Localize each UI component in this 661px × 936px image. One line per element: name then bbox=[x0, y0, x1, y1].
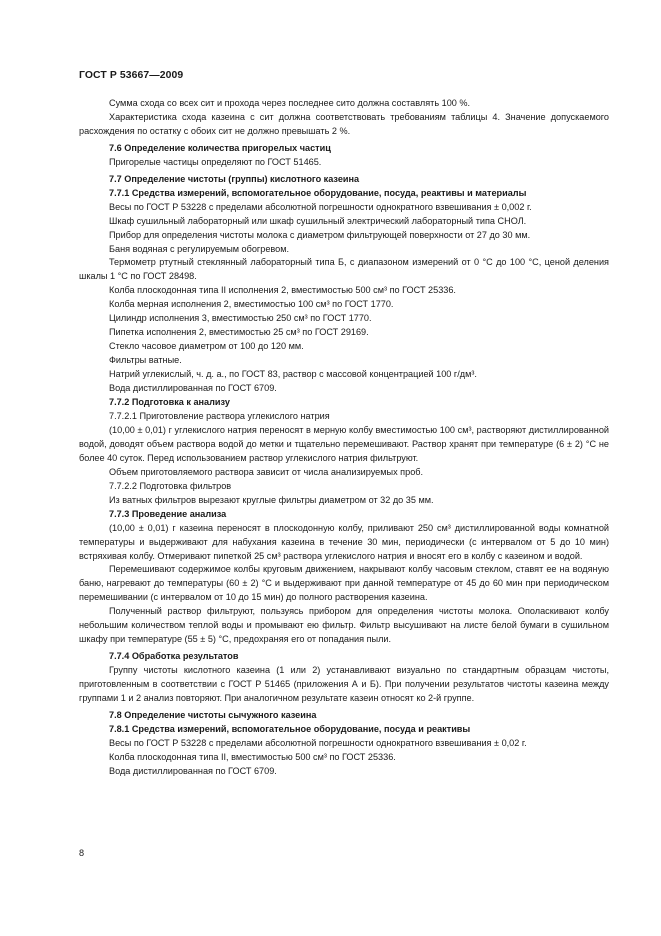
section-heading-7-7: 7.7 Определение чистоты (группы) кислотного казеина bbox=[109, 173, 360, 184]
paragraph: Группу чистоты кислотного казеина (1 или 2) устанавливают визуально по стандартным образцам чистоты, приготовленным в соответствии с ГОСТ Р 51465 (приложения А и Б). При получении результатов чистоты казеина между группами 1 и 2 анализ повторяют. При аналогичном результате казеин относят ко 2-й группе. bbox=[79, 665, 609, 704]
section-heading-7-8-1: 7.8.1 Средства измерений, вспомогательное оборудование, посуда и реактивы bbox=[109, 723, 471, 734]
paragraph: Вода дистиллированная по ГОСТ 6709. bbox=[109, 383, 277, 394]
document-body bbox=[79, 97, 609, 779]
page-number: 8 bbox=[79, 848, 85, 858]
paragraph: Сумма схода со всех сит и прохода через последнее сито должна составлять 100 %. bbox=[109, 98, 471, 108]
paragraph: Стекло часовое диаметром от 100 до 120 мм. bbox=[109, 341, 304, 352]
section-heading-7-6: 7.6 Определение количества пригорелых частиц bbox=[109, 142, 331, 153]
paragraph: Колба плоскодонная типа II, вместимостью 500 см³ по ГОСТ 25336. bbox=[109, 751, 396, 762]
paragraph: Весы по ГОСТ Р 53228 с пределами абсолютной погрешности однократного взвешивания ± 0,002 г. bbox=[109, 201, 532, 212]
paragraph: Шкаф сушильный лабораторный или шкаф сушильный электрический лабораторный типа СНОЛ. bbox=[109, 215, 527, 226]
section-heading-7-7-2: 7.7.2 Подготовка к анализу bbox=[109, 397, 230, 408]
paragraph: Цилиндр исполнения 3, вместимостью 250 см³ по ГОСТ 1770. bbox=[109, 313, 372, 324]
paragraph: Колба плоскодонная типа II исполнения 2, вместимостью 500 см³ по ГОСТ 25336. bbox=[109, 285, 456, 296]
subsection-heading-7-7-2-2: 7.7.2.2 Подготовка фильтров bbox=[109, 480, 232, 491]
paragraph: Из ватных фильтров вырезают круглые фильтры диаметром от 32 до 35 мм. bbox=[109, 494, 434, 505]
paragraph: Вода дистиллированная по ГОСТ 6709. bbox=[109, 765, 277, 776]
paragraph: Объем приготовляемого раствора зависит от числа анализируемых проб. bbox=[109, 466, 424, 477]
section-heading-7-7-4: 7.7.4 Обработка результатов bbox=[109, 651, 239, 662]
paragraph: Термометр ртутный стеклянный лабораторный типа Б, с диапазоном измерений от 0 °С до 100 °С, ценой деления шкалы 1 °С по ГОСТ 28498. bbox=[79, 257, 609, 282]
paragraph: Колба мерная исполнения 2, вместимостью 100 см³ по ГОСТ 1770. bbox=[109, 299, 394, 310]
paragraph: Пипетка исполнения 2, вместимостью 25 см³ по ГОСТ 29169. bbox=[109, 327, 369, 338]
paragraph: Натрий углекислый, ч. д. а., по ГОСТ 83, раствор с массовой концентрацией 100 г/дм³. bbox=[109, 369, 477, 380]
paragraph: Фильтры ватные. bbox=[109, 355, 182, 366]
paragraph: Весы по ГОСТ Р 53228 с пределами абсолютной погрешности однократного взвешивания ± 0,02 г. bbox=[109, 737, 527, 748]
paragraph: Полученный раствор фильтруют, пользуясь прибором для определения чистоты молока. Ополаскивают колбу небольшим количеством теплой воды и промывают ею фильтр. Фильтр высушивают на листе белой бумаги в сушильном шкафу при температуре (55 ± 5) °С, предохраняя его от попадания пыли. bbox=[79, 606, 609, 645]
subsection-heading-7-7-2-1: 7.7.2.1 Приготовление раствора углекислого натрия bbox=[109, 410, 330, 421]
paragraph: Пригорелые частицы определяют по ГОСТ 51465. bbox=[109, 156, 322, 167]
paragraph: (10,00 ± 0,01) г казеина переносят в плоскодонную колбу, приливают 250 см³ дистиллированной воды комнатной температуры и выдерживают для набухания казеина в течение 30 мин, периодически (с интервалом от 5 до 10 мин) встряхивая колбу. Отмеривают пипеткой 25 см³ раствора углекислого натрия и вносят его в колбу с казеином и водой. bbox=[79, 522, 609, 561]
paragraph: (10,00 ± 0,01) г углекислого натрия переносят в мерную колбу вместимостью 100 см³, растворяют дистиллированной водой, доводят объем раствора водой до метки и тщательно перемешивают. Раствор хранят при температуре (6 ± 2) °С не более 40 суток. Перед использованием раствор углекислого натрия фильтруют. bbox=[79, 424, 609, 463]
section-heading-7-7-1: 7.7.1 Средства измерений, вспомогательное оборудование, посуда, реактивы и материалы bbox=[109, 187, 527, 198]
section-heading-7-8: 7.8 Определение чистоты сычужного казеина bbox=[109, 709, 317, 720]
paragraph: Характеристика схода казеина с сит должна соответствовать требованиям таблицы 4. Значение допускаемого расхождения по остатку с обоих сит не должно превышать 2 %. bbox=[79, 111, 609, 136]
document-header: ГОСТ Р 53667—2009 bbox=[79, 70, 184, 81]
paragraph: Перемешивают содержимое колбы круговым движением, накрывают колбу часовым стеклом, ставят ее на водяную баню, нагревают до температуры (60 ± 2) °С и выдерживают при данной температуре от 45 до 60 мин при периодическом перемешивании (с интервалом от 10 до 15 мин) до полного растворения казеина. bbox=[79, 564, 609, 603]
paragraph: Баня водяная с регулируемым обогревом. bbox=[109, 243, 290, 254]
section-heading-7-7-3: 7.7.3 Проведение анализа bbox=[109, 508, 227, 519]
paragraph: Прибор для определения чистоты молока с диаметром фильтрующей поверхности от 27 до 30 мм. bbox=[109, 229, 531, 240]
